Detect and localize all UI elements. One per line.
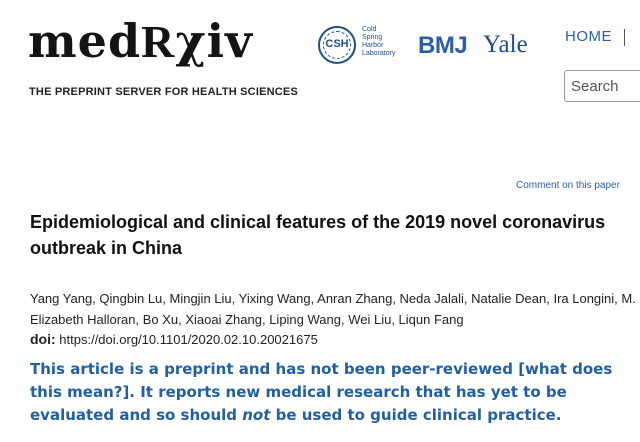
author-list[interactable]: Yang Yang, Qingbin Lu, Mingjin Liu, Yixing Wang, Anran Zhang, Neda Jalali, Natalie Dean, Ira Longini, M. Elizabeth Halloran, Bo Xu, Xiaoai Zhang, Liping Wang, Wei Liu, Liqun Fang — [30, 291, 636, 327]
preprint-notice — [30, 358, 636, 427]
medrxiv-logo[interactable] — [28, 14, 253, 68]
logo-suffix: χiv — [175, 14, 253, 68]
home-link[interactable]: HOME — [565, 28, 612, 45]
search-input[interactable] — [564, 70, 640, 102]
notice-emphasis: not — [242, 406, 271, 424]
logo-prefix: med — [28, 14, 142, 68]
doi-label: doi: — [30, 331, 56, 347]
csh-line: Spring — [362, 34, 383, 41]
csh-line: Harbor — [362, 42, 384, 49]
csh-lab-name — [362, 26, 422, 58]
notice-text: be used to guide clinical practice. — [270, 406, 562, 424]
logo-r: R — [141, 16, 176, 67]
notice-text: This article is a preprint and has not been peer-reviewed [ — [30, 360, 526, 378]
doi-link[interactable]: https://doi.org/10.1101/2020.02.10.20021675 — [59, 332, 318, 347]
csh-line: Cold — [362, 26, 377, 33]
tagline: THE PREPRINT SERVER FOR HEALTH SCIENCES — [29, 86, 298, 98]
comment-link[interactable]: Comment on this paper — [516, 180, 620, 191]
bmj-logo[interactable]: BMJ — [418, 32, 468, 59]
csh-mark: CSH — [325, 38, 349, 50]
notice-text: ]. It reports new medical research that has yet to be evaluated and so should — [30, 383, 567, 424]
yale-logo[interactable]: Yale — [483, 31, 528, 58]
nav-divider — [624, 29, 625, 46]
article-title: Epidemiological and clinical features of the 2019 novel coronavirus outbreak in China — [30, 212, 606, 258]
what-does-this-mean-link[interactable]: what does this mean? — [30, 360, 613, 401]
doi-line — [30, 331, 318, 347]
csh-logo-icon[interactable] — [318, 26, 356, 64]
csh-line: Laboratory — [362, 50, 396, 57]
